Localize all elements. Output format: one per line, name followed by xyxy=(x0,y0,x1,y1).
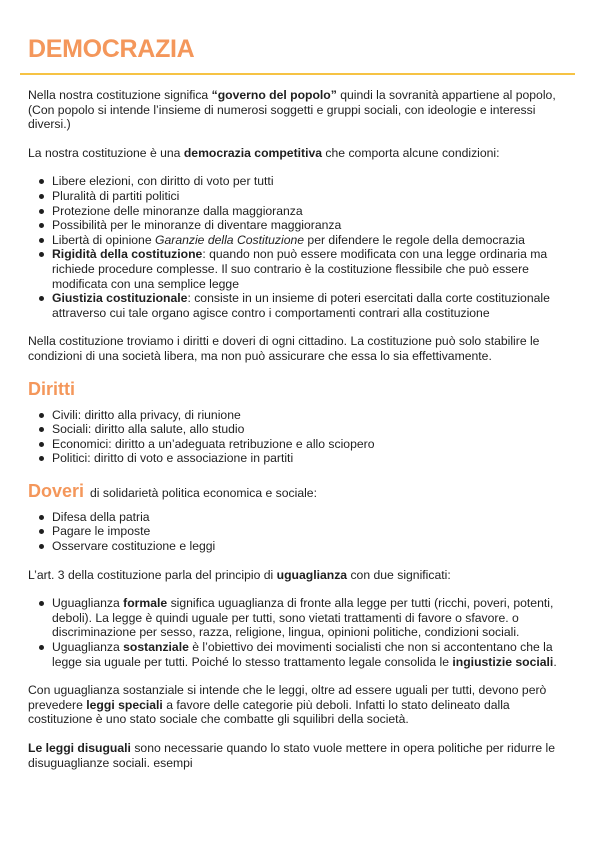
doveri-list xyxy=(28,510,570,554)
diritti-heading-row xyxy=(28,378,570,400)
doveri-subtitle: di solidarietà politica economica e sociale: xyxy=(90,485,317,500)
page-title: DEMOCRAZIA xyxy=(28,35,195,63)
text: Uguaglianza xyxy=(52,596,124,611)
conditions-list xyxy=(28,174,570,320)
bold-text: uguaglianza xyxy=(276,567,348,582)
text: quindi la sovranità appartiene al popolo, (Con popolo si intende l’insieme di numerosi soggetti e gruppi sociali, con ideologie e interessi diversi.) xyxy=(28,88,556,132)
list-item: Sociali: diritto alla salute, allo studio xyxy=(52,422,570,437)
list-item xyxy=(52,233,570,248)
text: : consiste in un insieme di poteri esercitati dalla corte costituzionale attraverso cui tale organo agisce contro i comportamenti contrari alla costituzione xyxy=(52,291,550,320)
bold-text: sostanziale xyxy=(123,640,189,655)
text: : quando non può essere modificata con una legge ordinaria ma richiede procedure complesse. Il suo contrario è la costituzione flessibile che può essere modificata con una semplice legge xyxy=(52,247,548,291)
art3-paragraph xyxy=(28,568,570,583)
list-item: Difesa della patria xyxy=(52,510,570,525)
competitive-democracy-paragraph xyxy=(28,146,570,161)
text: . xyxy=(553,654,557,669)
list-item: Politici: diritto di voto e associazione in partiti xyxy=(52,451,570,466)
list-item: Libere elezioni, con diritto di voto per tutti xyxy=(52,174,570,189)
list-item: Pagare le imposte xyxy=(52,524,570,539)
document-body xyxy=(28,88,570,784)
bold-text: formale xyxy=(123,596,168,611)
text: che comporta alcune condizioni: xyxy=(322,145,500,160)
intro-paragraph xyxy=(28,88,570,132)
text: Nella nostra costituzione significa xyxy=(28,88,212,102)
bold-text: ingiustizie sociali xyxy=(452,654,554,669)
bold-text: leggi speciali xyxy=(86,697,163,712)
substantial-equality-paragraph xyxy=(28,683,570,727)
bold-text: Le leggi disuguali xyxy=(28,741,131,755)
equality-list xyxy=(28,596,570,669)
bold-text: democrazia competitiva xyxy=(183,145,323,160)
list-item: Possibilità per le minoranze di diventare maggioranza xyxy=(52,218,570,233)
text: Libertà di opinione xyxy=(52,232,155,247)
doveri-heading-row xyxy=(28,480,570,502)
list-item xyxy=(52,247,570,291)
italic-text: Garanzie della Costituzione xyxy=(155,232,305,247)
text: Uguaglianza xyxy=(52,640,124,655)
list-item: Protezione delle minoranze dalla maggioranza xyxy=(52,204,570,219)
bold-text: Rigidità della costituzione xyxy=(52,247,203,262)
bold-text: Giustizia costituzionale xyxy=(52,291,188,306)
unequal-laws-paragraph xyxy=(28,741,570,770)
text: a favore delle categorie più deboli. Infatti lo stato delineato dalla costituzione è uno stato sociale che combatte gli squilibri della società. xyxy=(28,697,510,727)
diritti-list xyxy=(28,408,570,466)
rights-duties-paragraph: Nella costituzione troviamo i diritti e doveri di ogni cittadino. La costituzione può solo stabilire le condizioni di una società libera, ma non può assicurare che essa lo sia effettivamente. xyxy=(28,334,540,363)
diritti-heading: Diritti xyxy=(28,378,75,399)
text: L’art. 3 della costituzione parla del principio di xyxy=(28,567,277,582)
text: sono necessarie quando lo stato vuole mettere in opera politiche per ridurre le disuguaglianze sociali. esempi xyxy=(28,741,556,770)
text: per difendere le regole della democrazia xyxy=(304,232,525,247)
text: con due significati: xyxy=(347,567,451,582)
list-item xyxy=(52,596,570,640)
list-item xyxy=(52,291,570,320)
text: Con uguaglianza sostanziale si intende che le leggi, oltre ad essere uguali per tutti, devono però prevedere xyxy=(28,683,547,712)
doveri-heading: Doveri xyxy=(28,480,85,501)
text: La nostra costituzione è una xyxy=(28,145,184,160)
list-item xyxy=(52,640,570,669)
list-item: Pluralità di partiti politici xyxy=(52,189,570,204)
text: significa uguaglianza di fronte alla legge per tutti (ricchi, poveri, potenti, deboli). La legge è quindi uguale per tutti, sono vietati trattamenti di favore o sfavore. o discriminazione per sesso, razza, religione, lingua, opinioni politiche, condizioni sociali. xyxy=(52,596,554,640)
title-divider xyxy=(20,73,575,75)
text: è l’obiettivo dei movimenti socialisti che non si accontentano che la legge sia uguale per tutti. Poiché lo stesso trattamento legale consolida le xyxy=(52,640,553,669)
list-item: Osservare costituzione e leggi xyxy=(52,539,570,554)
list-item: Civili: diritto alla privacy, di riunione xyxy=(52,408,570,423)
list-item: Economici: diritto a un’adeguata retribuzione e allo sciopero xyxy=(52,437,570,452)
bold-text: “governo del popolo” xyxy=(211,88,337,102)
